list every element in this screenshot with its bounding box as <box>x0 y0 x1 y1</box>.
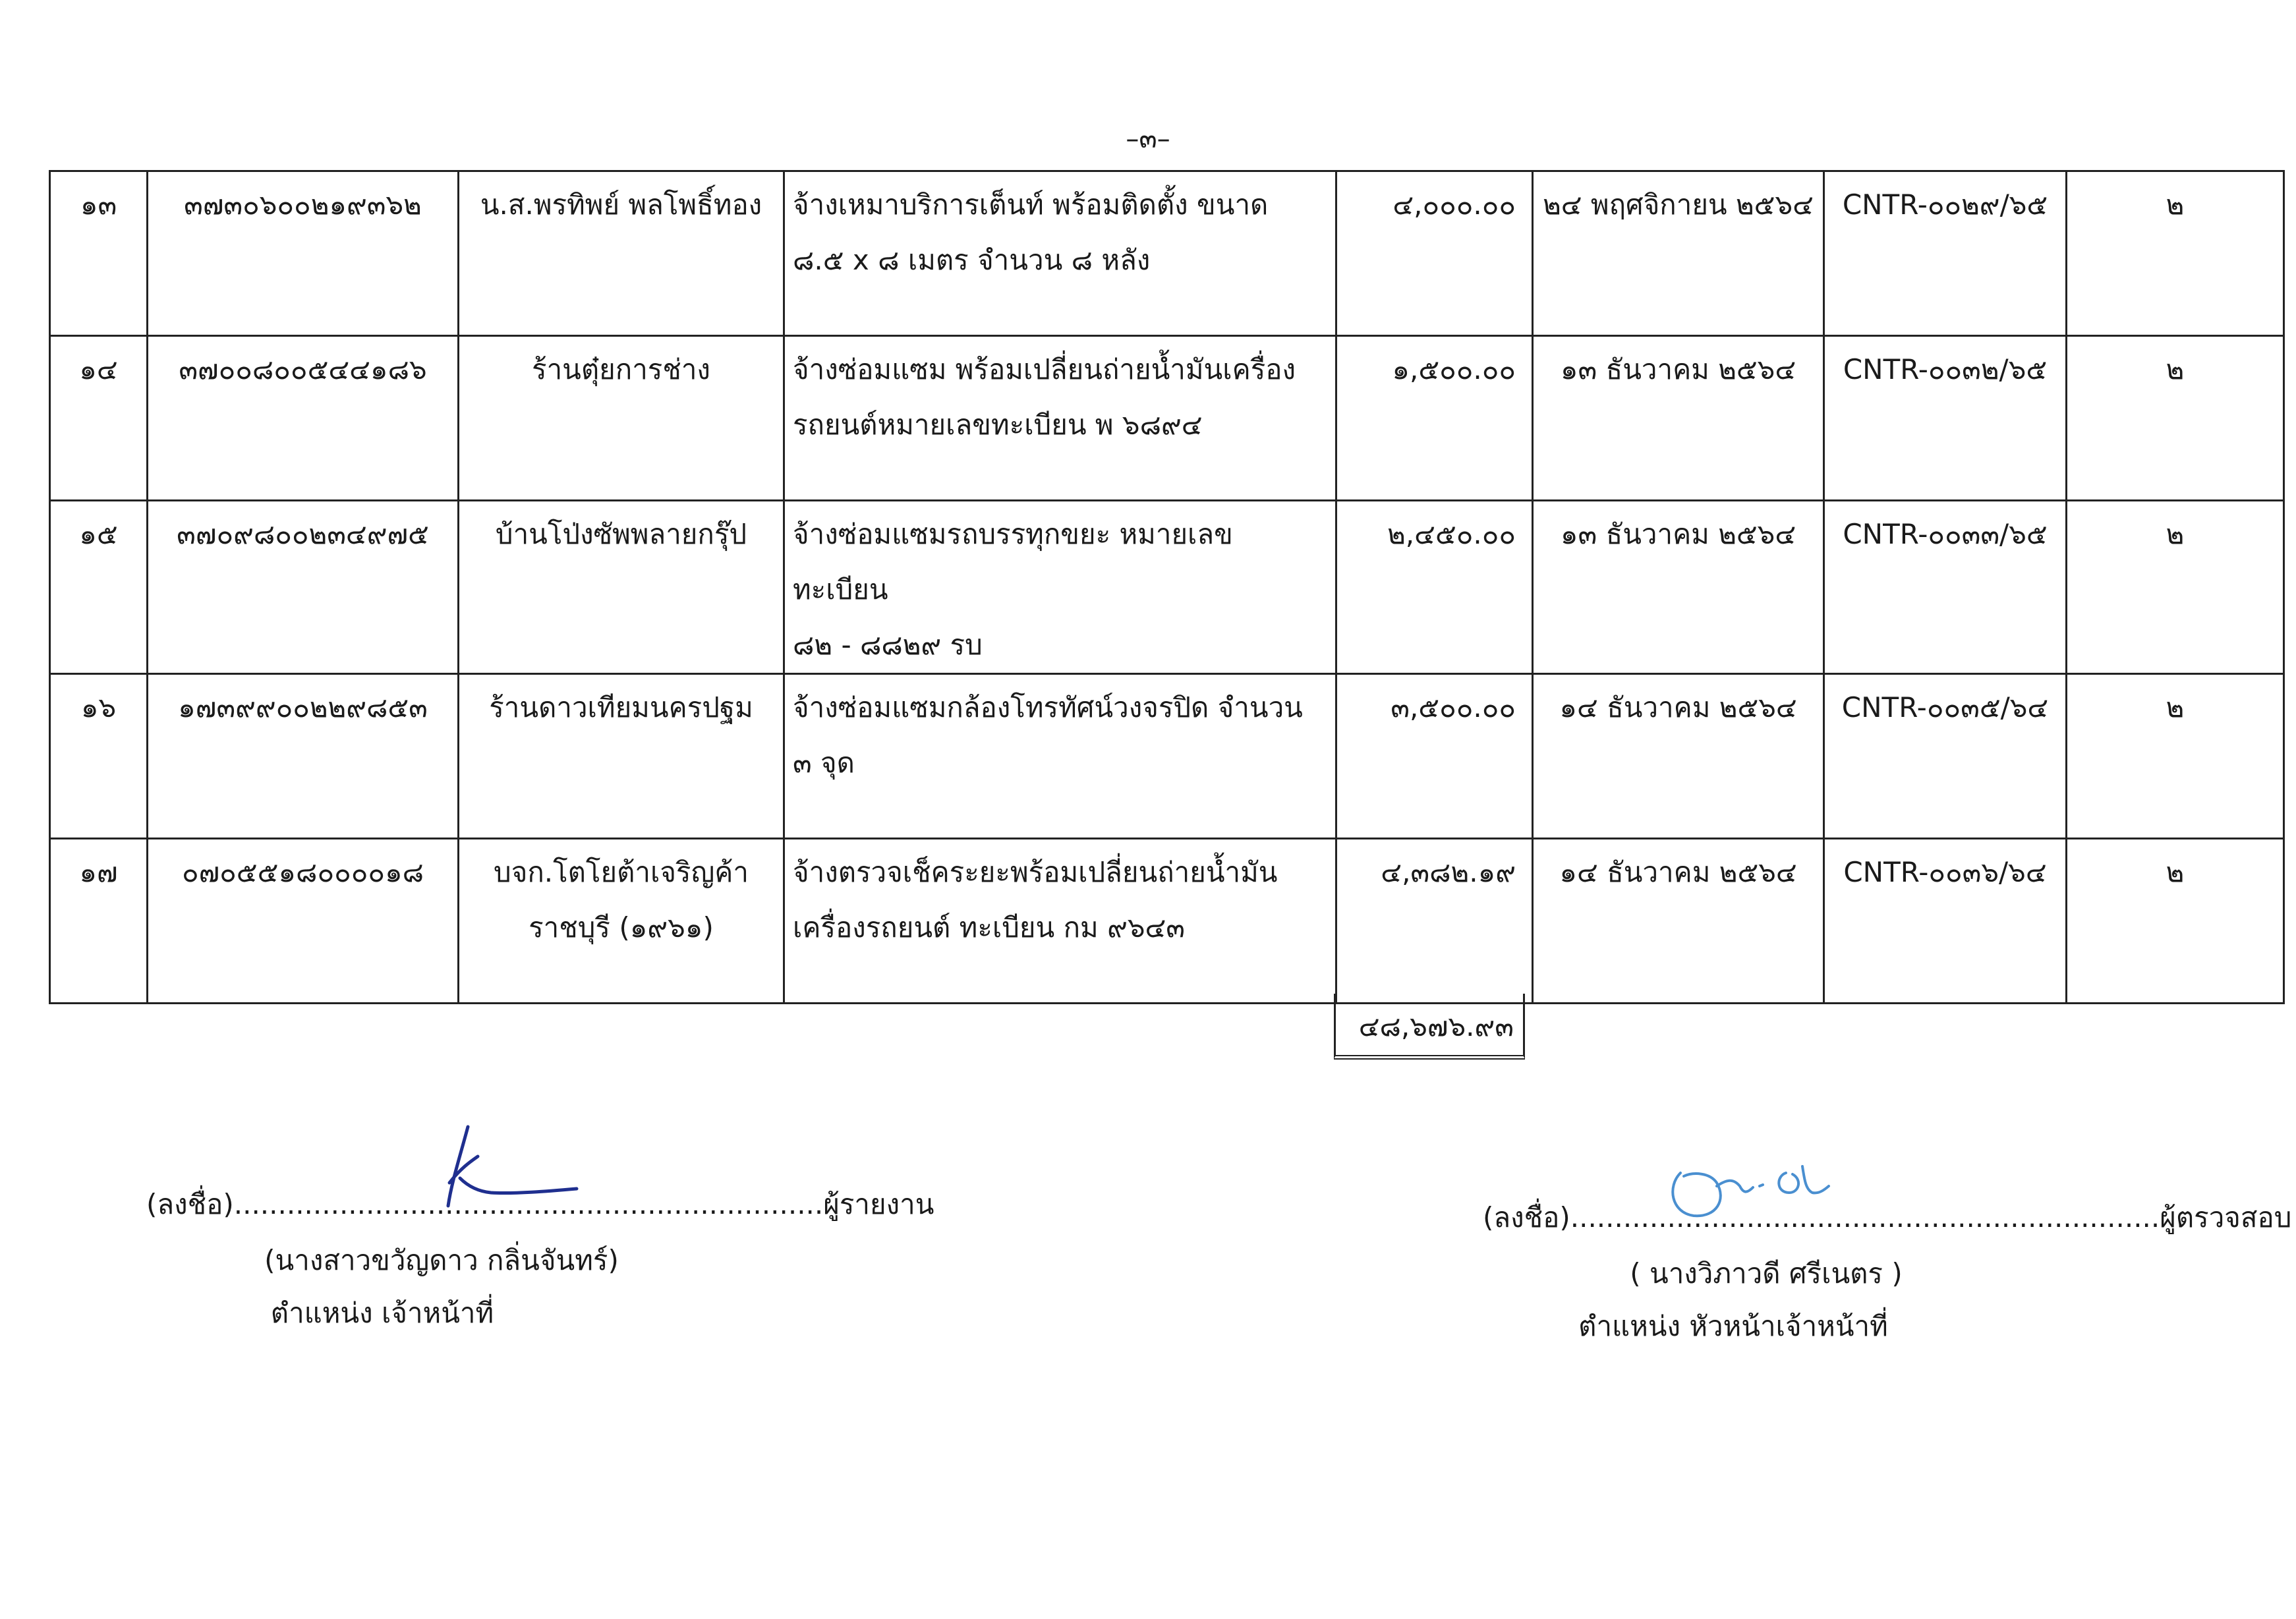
cell-vendor <box>459 674 784 839</box>
cell-no: ๑๖ <box>50 674 148 839</box>
cell-tax-id: ๐๗๐๕๕๑๘๐๐๐๐๑๘ <box>148 839 459 1004</box>
cell-vendor-line: บจก.โตโยต้าเจริญค้า <box>494 856 749 888</box>
table-row <box>50 336 2284 501</box>
cell-description-line: ๘.๕ x ๘ เมตร จำนวน ๘ หลัง <box>793 244 1151 276</box>
cell-vendor-line: ราชบุรี (๑๙๖๑) <box>529 911 714 944</box>
cell-description-line: จ้างตรวจเช็คระยะพร้อมเปลี่ยนถ่ายน้ำมัน <box>793 856 1278 888</box>
cell-date: ๑๓ ธันวาคม ๒๕๖๔ <box>1533 501 1824 674</box>
table-row <box>50 501 2284 674</box>
cell-no: ๑๗ <box>50 839 148 1004</box>
reporter-name: (นางสาวขวัญดาว กลิ่นจันทร์) <box>264 1244 619 1276</box>
cell-description-line: จ้างซ่อมแซม พร้อมเปลี่ยนถ่ายน้ำมันเครื่อง <box>793 353 1296 385</box>
inspector-name: ( นางวิภาวดี ศรีเนตร ) <box>1630 1257 1903 1290</box>
reporter-sign-dots: ................................................................... <box>233 1188 824 1220</box>
cell-contract: CNTR-๐๐๓๕/๖๔ <box>1824 674 2067 839</box>
cell-description-line: จ้างซ่อมแซมรถบรรทุกขยะ หมายเลขทะเบียน <box>793 518 1233 606</box>
cell-description-line: รถยนต์หมายเลขทะเบียน พ ๖๘๙๔ <box>793 409 1203 441</box>
inspector-role: ผู้ตรวจสอบ <box>2160 1201 2292 1234</box>
cell-vendor <box>459 839 784 1004</box>
cell-vendor-line: บ้านโป่งซัพพลายกรุ๊ป <box>495 518 747 550</box>
cell-description <box>784 501 1336 674</box>
reporter-role: ผู้รายงาน <box>823 1188 934 1220</box>
cell-description <box>784 839 1336 1004</box>
cell-tax-id: ๓๗๓๐๖๐๐๒๑๙๓๖๒ <box>148 171 459 336</box>
cell-code: ๒ <box>2067 839 2284 1004</box>
total-amount: ๔๘,๖๗๖.๙๓ <box>1334 994 1525 1060</box>
cell-no: ๑๕ <box>50 501 148 674</box>
cell-vendor <box>459 171 784 336</box>
cell-code: ๒ <box>2067 674 2284 839</box>
cell-contract: CNTR-๐๐๓๒/๖๕ <box>1824 336 2067 501</box>
cell-vendor <box>459 336 784 501</box>
table-row <box>50 674 2284 839</box>
reporter-position: ตำแหน่ง เจ้าหน้าที่ <box>270 1297 494 1329</box>
cell-amount: ๒,๔๕๐.๐๐ <box>1336 501 1533 674</box>
cell-vendor-line: ร้านดาวเทียมนครปฐม <box>489 691 753 724</box>
cell-description-line: ๓ จุด <box>793 747 855 779</box>
page-number: –๓– <box>1126 124 1170 154</box>
cell-contract: CNTR-๐๐๒๙/๖๕ <box>1824 171 2067 336</box>
cell-date: ๑๔ ธันวาคม ๒๕๖๔ <box>1533 839 1824 1004</box>
cell-vendor <box>459 501 784 674</box>
cell-vendor-line: ร้านตุ๋ยการช่าง <box>532 353 710 385</box>
cell-amount: ๓,๕๐๐.๐๐ <box>1336 674 1533 839</box>
cell-code: ๒ <box>2067 171 2284 336</box>
cell-tax-id: ๑๗๓๙๙๐๐๒๒๙๘๕๓ <box>148 674 459 839</box>
cell-description-line: ๘๒ - ๘๘๒๙ รบ <box>793 629 983 661</box>
inspector-signature-mark <box>1654 1147 1865 1239</box>
cell-vendor-line: น.ส.พรทิพย์ พลโพธิ์ทอง <box>480 188 762 221</box>
reporter-sign-prefix: (ลงชื่อ) <box>146 1188 234 1220</box>
cell-code: ๒ <box>2067 336 2284 501</box>
cell-amount: ๑,๕๐๐.๐๐ <box>1336 336 1533 501</box>
table-row <box>50 839 2284 1004</box>
table-row <box>50 171 2284 336</box>
cell-date: ๒๔ พฤศจิกายน ๒๕๖๔ <box>1533 171 1824 336</box>
cell-description-line: จ้างซ่อมแซมกล้องโทรทัศน์วงจรปิด จำนวน <box>793 691 1303 724</box>
cell-contract: CNTR-๐๐๓๖/๖๔ <box>1824 839 2067 1004</box>
cell-tax-id: ๓๗๐๙๘๐๐๒๓๔๙๗๕ <box>148 501 459 674</box>
cell-date: ๑๓ ธันวาคม ๒๕๖๔ <box>1533 336 1824 501</box>
cell-date: ๑๔ ธันวาคม ๒๕๖๔ <box>1533 674 1824 839</box>
cell-no: ๑๔ <box>50 336 148 501</box>
cell-description-line: จ้างเหมาบริการเต็นท์ พร้อมติดตั้ง ขนาด <box>793 188 1269 221</box>
cell-description <box>784 674 1336 839</box>
cell-no: ๑๓ <box>50 171 148 336</box>
cell-amount: ๔,๐๐๐.๐๐ <box>1336 171 1533 336</box>
cell-description-line: เครื่องรถยนต์ ทะเบียน กม ๙๖๔๓ <box>793 911 1185 944</box>
cell-amount: ๔,๓๘๒.๑๙ <box>1336 839 1533 1004</box>
cell-contract: CNTR-๐๐๓๓/๖๕ <box>1824 501 2067 674</box>
inspector-sign-dots: ................................................................... <box>1570 1201 2160 1234</box>
reporter-signature-mark <box>422 1120 593 1219</box>
inspector-sign-line <box>1483 1196 2291 1239</box>
cell-tax-id: ๓๗๐๐๘๐๐๕๔๔๑๘๖ <box>148 336 459 501</box>
cell-description <box>784 171 1336 336</box>
cell-code: ๒ <box>2067 501 2284 674</box>
cell-description <box>784 336 1336 501</box>
inspector-position: ตำแหน่ง หัวหน้าเจ้าหน้าที่ <box>1578 1310 1888 1342</box>
procurement-table <box>49 170 2285 1004</box>
table-body <box>50 171 2284 1004</box>
inspector-sign-prefix: (ลงชื่อ) <box>1483 1201 1570 1234</box>
